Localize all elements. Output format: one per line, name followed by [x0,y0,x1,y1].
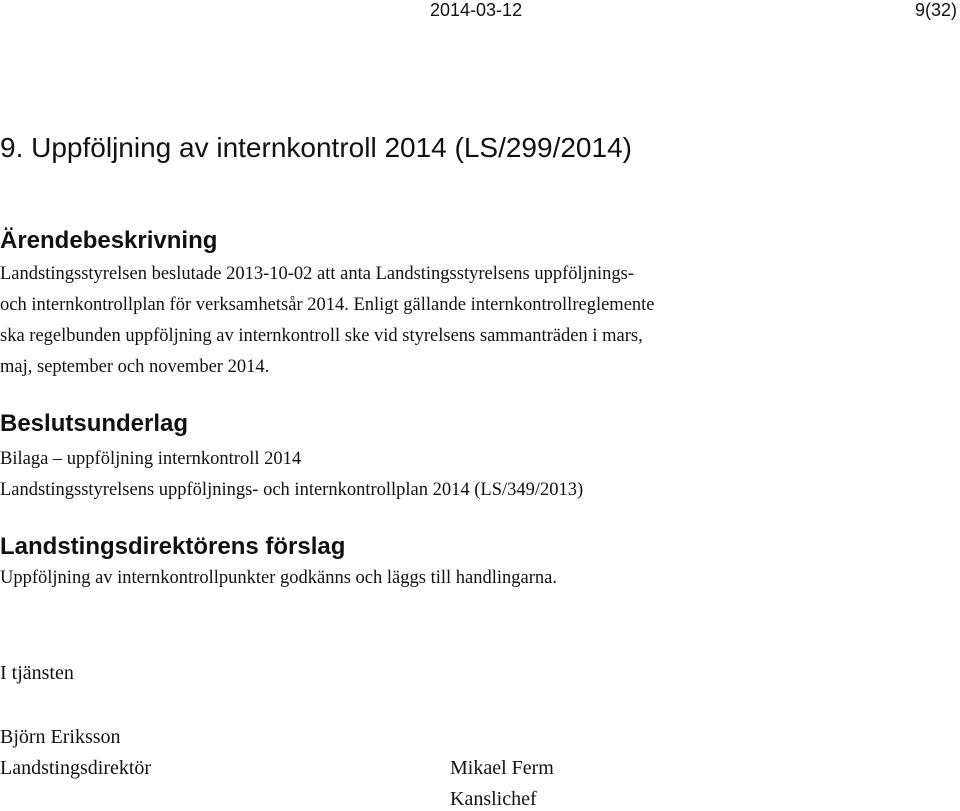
signer-1-title: Landstingsdirektör [0,757,152,779]
text-line: Landstingsstyrelsen beslutade 2013-10-02 att anta Landstingsstyrelsens uppföljnings- [0,264,635,284]
beslutsunderlag-item-1: Bilaga – uppföljning internkontroll 2014 [0,449,302,469]
service-line: I tjänsten [0,662,74,684]
arendebeskrivning-text [0,259,958,383]
signer-2-name: Mikael Ferm [450,757,554,779]
section-heading-beslutsunderlag: Beslutsunderlag [0,410,189,437]
text-line: ska regelbunden uppföljning av internkontroll ske vid styrelsens sammanträden i mars, [0,326,643,346]
section-heading-forslag: Landstingsdirektörens förslag [0,533,346,560]
section-heading-arendebeskrivning: Ärendebeskrivning [0,227,218,254]
signer-2-title: Kanslichef [450,788,537,810]
page-number: 9(32) [914,0,957,20]
beslutsunderlag-item-2: Landstingsstyrelsens uppföljnings- och internkontrollplan 2014 (LS/349/2013) [0,480,584,500]
page-title: 9. Uppföljning av internkontroll 2014 (LS/299/2014) [0,132,632,163]
signer-1-name: Björn Eriksson [0,726,121,748]
text-line: och internkontrollplan för verksamhetsår 2014. Enligt gällande internkontrollreglemente [0,295,655,315]
forslag-text: Uppföljning av internkontrollpunkter godkänns och läggs till handlingarna. [0,568,557,588]
text-line: maj, september och november 2014. [0,357,270,377]
header-date: 2014-03-12 [430,0,523,20]
